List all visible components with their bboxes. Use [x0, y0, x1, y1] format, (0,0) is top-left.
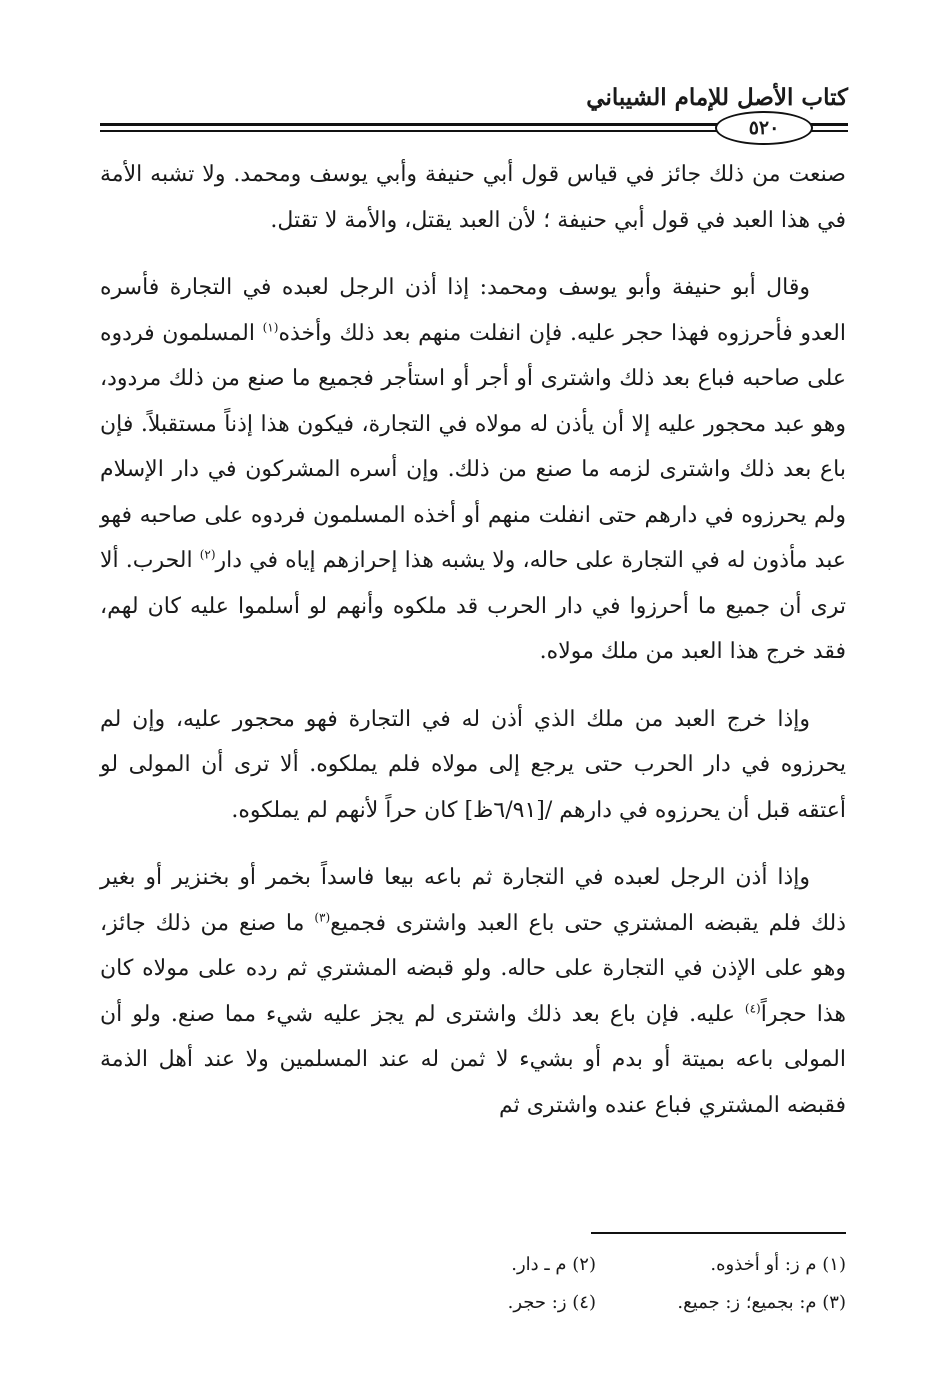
footnote-separator [591, 1232, 846, 1234]
footnote-ref-1: (١) [262, 320, 279, 335]
footnote-2 [346, 1246, 596, 1284]
footnote-ref-4: (٤) [744, 1001, 761, 1016]
footnote-number: (١) [822, 1254, 846, 1275]
footnote-number: (٤) [572, 1292, 596, 1313]
paragraph-3: وإذا خرج العبد من ملك الذي أذن له في التجارة فهو محجور عليه، وإن لم يحرزوه في دار الحرب حتى يرجع إلى مولاه فلم يملكوه. ألا ترى أن المولى لو أعتقه قبل أن يحرزوه في دارهم /[٦/٩١ظ] كان حراً لأنهم لم يملكوه. [100, 706, 846, 823]
footnote-ref-3: (٣) [314, 910, 331, 925]
running-header-title: كتاب الأصل للإمام الشيباني [586, 84, 848, 111]
page-number-badge: ٥٢٠ [715, 111, 813, 145]
paragraph-1: صنعت من ذلك جائز في قياس قول أبي حنيفة وأبي يوسف ومحمد. ولا تشبه الأمة في هذا العبد في قول أبي حنيفة ؛ لأن العبد يقتل، والأمة لا تقتل. [100, 162, 846, 233]
footnote-1 [596, 1246, 846, 1284]
footnote-3 [596, 1284, 846, 1322]
paragraph-2-part-a: وقال أبو حنيفة وأبو يوسف ومحمد: إذا أذن الرجل لعبده في التجارة فأسره العدو فأحرزوه فهذا حجر عليه. فإن انفلت منهم بعد ذلك وأخذه [100, 275, 846, 346]
footnote-row [346, 1284, 846, 1322]
paragraph-4-part-a: وإذا أذن الرجل لعبده في التجارة ثم باعه بيعا فاسداً بخمر أو بخنزير أو بغير ذلك فلم يقبضه المشتري حتى باع العبد واشترى فجميع [100, 865, 846, 936]
paragraph-4-part-b: ما صنع من ذلك جائز، وهو على الإذن في التجارة على حاله. ولو قبضه المشتري ثم رده على مولاه كان هذا حجراً [100, 910, 846, 1027]
paragraph-2-part-b: المسلمون فردوه على صاحبه فباع بعد ذلك واشترى أو أجر أو استأجر فجميع ما صنع من ذلك مردود، وهو عبد محجور عليه إلا أن يأذن له مولاه في التجارة، فيكون هذا إذناً مستقبلاً. فإن باع بعد ذلك واشترى لزمه ما صنع من ذلك. وإن أسره المشركون في دار الإسلام ولم يحرزوه في دارهم حتى انفلت منهم أو أخذه المسلمون فردوه على صاحبه فهو عبد مأذون له في التجارة على حاله، ولا يشبه هذا إحرازهم إياه في دار [100, 320, 846, 573]
footnote-text: م ز: أو أخذوه. [710, 1254, 817, 1275]
paragraph-2 [100, 265, 846, 675]
paragraph-4-part-c: عليه. فإن باع بعد ذلك واشترى لم يجز عليه شيء مما صنع. ولو أن المولى باعه بميتة أو بدم أو بشيء لا ثمن له عند المسلمين ولا عند أهل الذمة فقبضه المشتري فباع عنده واشترى ثم [100, 1001, 846, 1118]
footnote-4 [346, 1284, 596, 1322]
footnote-text: م ـ دار. [511, 1254, 567, 1275]
footnote-number: (٢) [572, 1254, 596, 1275]
main-text [100, 152, 846, 1128]
footnote-text: ز: حجر. [507, 1292, 567, 1313]
paragraph-2-part-c: الحرب. ألا ترى أن جميع ما أحرزوا في دار الحرب قد ملكوه وأنهم لو أسلموا عليه كان لهم، فقد خرج هذا العبد من ملك مولاه. [100, 548, 846, 664]
footnote-ref-2: (٢) [199, 547, 216, 562]
footnotes [346, 1246, 846, 1322]
footnote-number: (٣) [822, 1292, 846, 1313]
paragraph-4 [100, 855, 846, 1128]
footnote-text: م: بجميع؛ ز: جميع. [677, 1292, 817, 1313]
footnote-row [346, 1246, 846, 1284]
